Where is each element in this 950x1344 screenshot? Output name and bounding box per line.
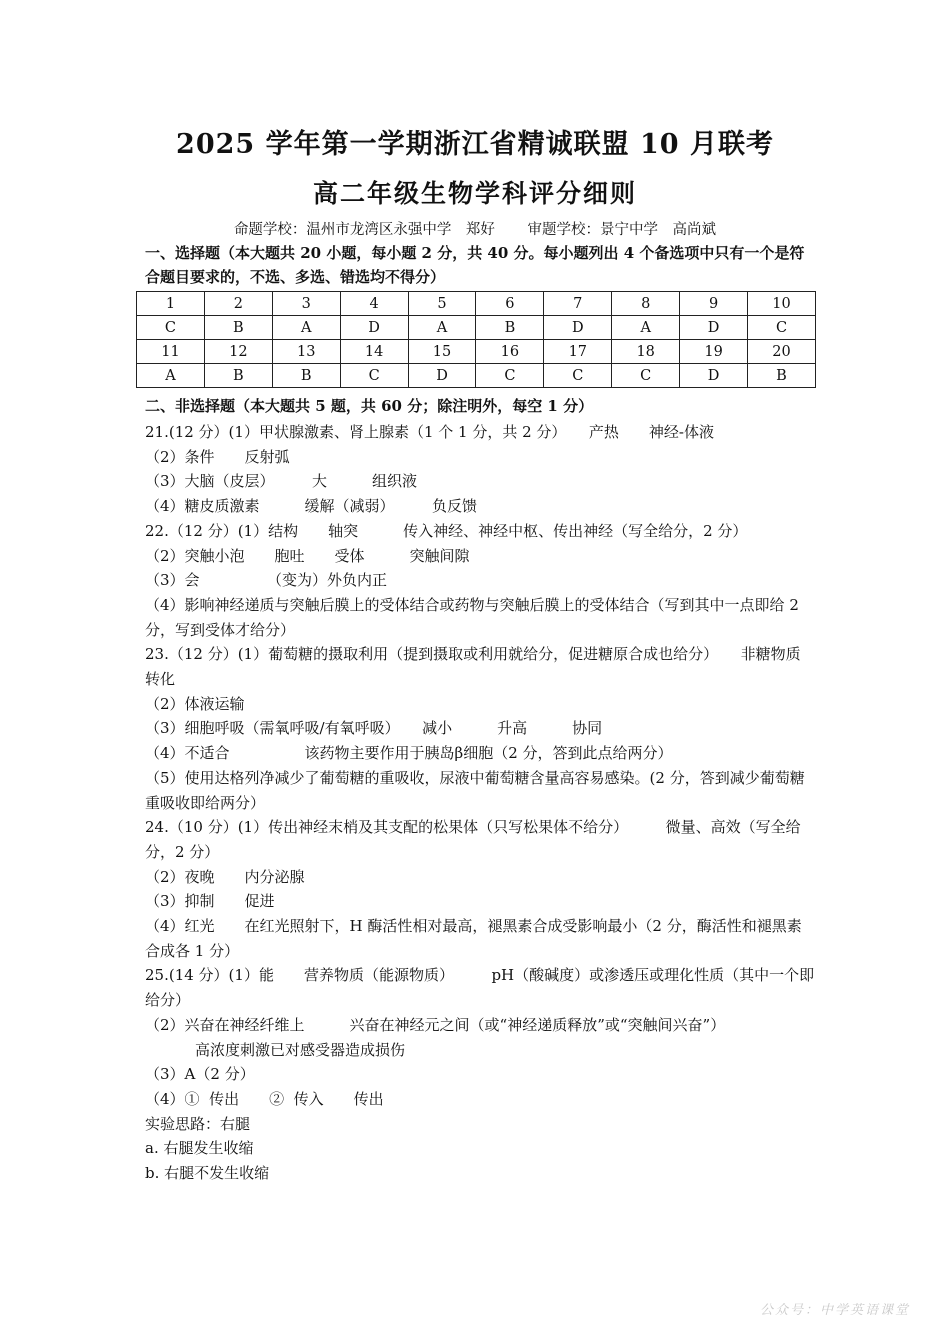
answer-table (136, 291, 816, 388)
answer-line: （4）① 传出 ② 传入 传出 (145, 1089, 384, 1108)
question-number-cell: 2 (204, 292, 272, 316)
answer-line: （3）抑制 促进 (145, 892, 275, 911)
answer-line: （2）兴奋在神经纤维上 兴奋在神经元之间（或“神经递质释放”或“突触间兴奋”） (145, 1015, 726, 1034)
answer-line: a. 右腿发生收缩 (145, 1139, 254, 1158)
question-number-cell: 7 (544, 292, 612, 316)
setter-info: 命题学校：温州市龙湾区永强中学 郑好 (233, 222, 495, 238)
answer-line: b. 右腿不发生收缩 (145, 1164, 270, 1183)
answer-line: （4）红光 在红光照射下，H 酶活性相对最高，褪黑素合成受影响最小（2 分，酶活性和褪黑素合成各 1 分） (145, 917, 802, 960)
answer-line: （2）条件 反射弧 (145, 447, 290, 466)
answer-cell: D (408, 364, 476, 388)
answer-cell: A (408, 316, 476, 340)
answer-line: 高浓度刺激已对感受器造成损伤 (195, 1040, 406, 1059)
answer-line: 25.(14 分）(1）能 营养物质（能源物质） pH（酸碱度）或渗透压或理化性质（其中一个即给分） (145, 966, 815, 1010)
answer-cell: C (137, 316, 205, 340)
section-2-heading: 二、非选择题（本大题共 5 题，共 60 分；除注明外，每空 1 分） (145, 397, 594, 415)
answer-line: 21.(12 分）(1）甲状腺激素、肾上腺素（1 个 1 分，共 2 分） 产热 神经-体液 (145, 423, 714, 441)
answer-cell: D (340, 316, 408, 340)
question-number-cell: 14 (340, 340, 408, 364)
question-number-cell: 10 (748, 292, 816, 316)
answer-cell: A (612, 316, 680, 340)
answer-cell: C (748, 316, 816, 340)
question-number-cell: 6 (476, 292, 544, 316)
question-number-cell: 3 (272, 292, 340, 316)
answer-cell: D (544, 316, 612, 340)
answer-line: （2）突触小泡 胞吐 受体 突触间隙 (145, 546, 470, 565)
author-line (0, 218, 950, 239)
answer-cell: D (680, 316, 748, 340)
question-number-cell: 13 (272, 340, 340, 364)
answer-cell: D (680, 364, 748, 388)
question-number-cell: 8 (612, 292, 680, 316)
answer-line: 实验思路：右腿 (145, 1114, 251, 1133)
page-subtitle: 高二年级生物学科评分细则 (312, 179, 637, 208)
answer-line: （3）会 （变为）外负内正 (145, 571, 388, 590)
answer-cell: C (340, 364, 408, 388)
question-number-cell: 15 (408, 340, 476, 364)
answer-line: （5）使用达格列净减少了葡萄糖的重吸收，尿液中葡萄糖含量高容易感染。(2 分，答到减少葡萄糖重吸收即给两分） (145, 768, 805, 812)
answer-cell: C (612, 364, 680, 388)
answer-line: （2）夜晚 内分泌腺 (145, 867, 305, 886)
answer-cell: C (544, 364, 612, 388)
section-1-heading: 一、选择题（本大题共 20 小题，每小题 2 分，共 40 分。每小题列出 4 个备选项中只有一个是符合题目要求的，不选、多选、错选均不得分） (145, 244, 805, 286)
answer-cell: A (137, 364, 205, 388)
answer-line: （3）A（2 分） (145, 1065, 255, 1084)
answer-line: （4）影响神经递质与突触后膜上的受体结合或药物与突触后膜上的受体结合（写到其中一点即给 2 分，写到受体才给分） (145, 595, 804, 639)
page-title: 2025 学年第一学期浙江省精诚联盟 10 月联考 (176, 129, 774, 160)
answer-line: （3）细胞呼吸（需氧呼吸/有氧呼吸） 减小 升高 协同 (145, 719, 603, 738)
question-number-cell: 17 (544, 340, 612, 364)
answer-line: 24.（10 分）(1）传出神经末梢及其支配的松果体（只写松果体不给分） 微量、高效（写全给分，2 分） (145, 818, 801, 861)
question-number-cell: 1 (137, 292, 205, 316)
answer-line: （4）不适合 该药物主要作用于胰岛β细胞（2 分，答到此点给两分） (145, 744, 673, 763)
answer-cell: A (272, 316, 340, 340)
answer-lines (145, 420, 815, 1186)
question-number-cell: 16 (476, 340, 544, 364)
question-number-cell: 4 (340, 292, 408, 316)
answer-cell: B (476, 316, 544, 340)
question-number-cell: 12 (204, 340, 272, 364)
answer-line: （4）糖皮质激素 缓解（减弱） 负反馈 (145, 497, 478, 516)
answer-cell: C (476, 364, 544, 388)
question-number-cell: 20 (748, 340, 816, 364)
reviewer-info: 审题学校：景宁中学 高尚斌 (527, 222, 717, 238)
question-number-row (137, 292, 816, 316)
watermark: 公众号：中学英语课堂 (759, 1303, 910, 1318)
answer-cell: B (204, 364, 272, 388)
question-number-cell: 5 (408, 292, 476, 316)
answer-cell: B (272, 364, 340, 388)
answer-line: （3）大脑（皮层） 大 组织液 (145, 472, 418, 491)
answer-row (137, 316, 816, 340)
answer-cell: B (204, 316, 272, 340)
question-number-row (137, 340, 816, 364)
question-number-cell: 19 (680, 340, 748, 364)
answer-cell: B (748, 364, 816, 388)
answer-line: （2）体液运输 (145, 694, 245, 713)
question-number-cell: 11 (137, 340, 205, 364)
answer-line: 22.（12 分）(1）结构 轴突 传入神经、神经中枢、传出神经（写全给分，2 分） (145, 521, 748, 540)
answer-line: 23.（12 分）(1）葡萄糖的摄取利用（提到摄取或利用就给分，促进糖原合成也给分） 非糖物质转化 (145, 645, 801, 689)
answer-row (137, 364, 816, 388)
question-number-cell: 18 (612, 340, 680, 364)
question-number-cell: 9 (680, 292, 748, 316)
